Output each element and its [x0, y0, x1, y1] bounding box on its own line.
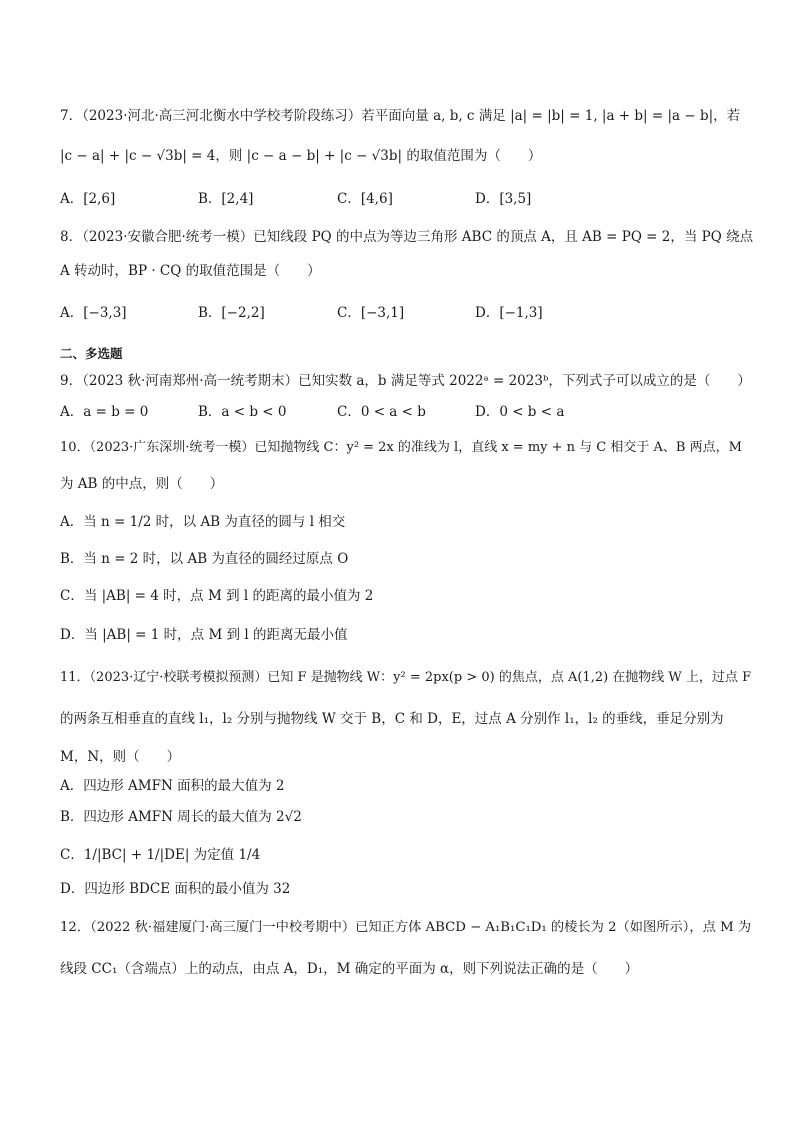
q7-stem-line1: 7．（2023·河北·高三河北衡水中学校考阶段练习）若平面向量 a, b, c 满足 |a| = |b| = 1, |a + b| = |a − b|，若: [60, 108, 741, 124]
q7-option-d: D．[3,5]: [475, 191, 532, 207]
q8-stem-line2: A 转动时，BP · CQ 的取值范围是（ ）: [60, 263, 321, 279]
q9-option-a: A．a = b = 0: [60, 404, 149, 420]
q9-option-b: B．a < b < 0: [198, 404, 287, 420]
q9-stem: 9．（2023 秋·河南郑州·高一统考期末）已知实数 a，b 满足等式 2022ᵃ = 2023ᵇ，下列式子可以成立的是（ ）: [60, 373, 751, 389]
q11-stem-line1: 11．（2023·辽宁·校联考模拟预测）已知 F 是抛物线 W：y² = 2px(p > 0) 的焦点，点 A(1,2) 在抛物线 W 上，过点 F: [60, 670, 752, 685]
q10-option-c: C．当 |AB| = 4 时，点 M 到 l 的距离的最小值为 2: [60, 588, 374, 604]
q7-option-a: A．[2,6]: [60, 191, 116, 207]
q8-option-d: D．[−1,3]: [475, 305, 543, 321]
q11-option-d: D．四边形 BDCE 面积的最小值为 32: [60, 881, 291, 897]
q11-option-b: B．四边形 AMFN 周长的最大值为 2√2: [60, 809, 302, 825]
q10-stem-line1: 10．（2023·广东深圳·统考一模）已知抛物线 C：y² = 2x 的准线为 l，直线 x = my + n 与 C 相交于 A、B 两点，M: [60, 440, 742, 455]
q11-stem-line3: M，N，则（ ）: [60, 749, 181, 765]
q12-stem-line2: 线段 CC₁（含端点）上的动点，由点 A，D₁，M 确定的平面为 α，则下列说法正确的是（ ）: [60, 961, 639, 977]
q12-stem-line1: 12．（2022 秋·福建厦门·高三厦门一中校考期中）已知正方体 ABCD − A₁B₁C₁D₁ 的棱长为 2（如图所示），点 M 为: [60, 920, 752, 935]
q8-option-a: A．[−3,3]: [60, 305, 127, 321]
q10-stem-line2: 为 AB 的中点，则（ ）: [60, 476, 224, 492]
q8-option-b: B．[−2,2]: [198, 305, 265, 321]
q9-option-d: D．0 < b < a: [475, 404, 565, 420]
q7-option-b: B．[2,4]: [198, 191, 254, 207]
q10-option-d: D．当 |AB| = 1 时，点 M 到 l 的距离无最小值: [60, 627, 348, 643]
q7-option-c: C．[4,6]: [337, 191, 393, 207]
q8-stem-line1: 8．（2023·安徽合肥·统考一模）已知线段 PQ 的中点为等边三角形 ABC 的顶点 A，且 AB = PQ = 2，当 PQ 绕点: [60, 229, 754, 245]
q11-stem-line2: 的两条互相垂直的直线 l₁，l₂ 分别与抛物线 W 交于 B，C 和 D，E，过点 A 分别作 l₁，l₂ 的垂线，垂足分别为: [60, 711, 724, 727]
q10-option-a: A．当 n = 1/2 时，以 AB 为直径的圆与 l 相交: [60, 514, 346, 530]
q11-option-a: A．四边形 AMFN 面积的最大值为 2: [60, 778, 285, 794]
section-title: 二、多选题: [60, 346, 123, 361]
q8-option-c: C．[−3,1]: [337, 305, 405, 321]
q9-option-c: C．0 < a < b: [337, 404, 426, 420]
q11-option-c: C．1/|BC| + 1/|DE| 为定值 1/4: [60, 847, 261, 863]
q10-option-b: B．当 n = 2 时，以 AB 为直径的圆经过原点 O: [60, 551, 349, 567]
q7-stem-line2: |c − a| + |c − √3b| = 4，则 |c − a − b| + |c − √3b| 的取值范围为（ ）: [60, 148, 542, 164]
